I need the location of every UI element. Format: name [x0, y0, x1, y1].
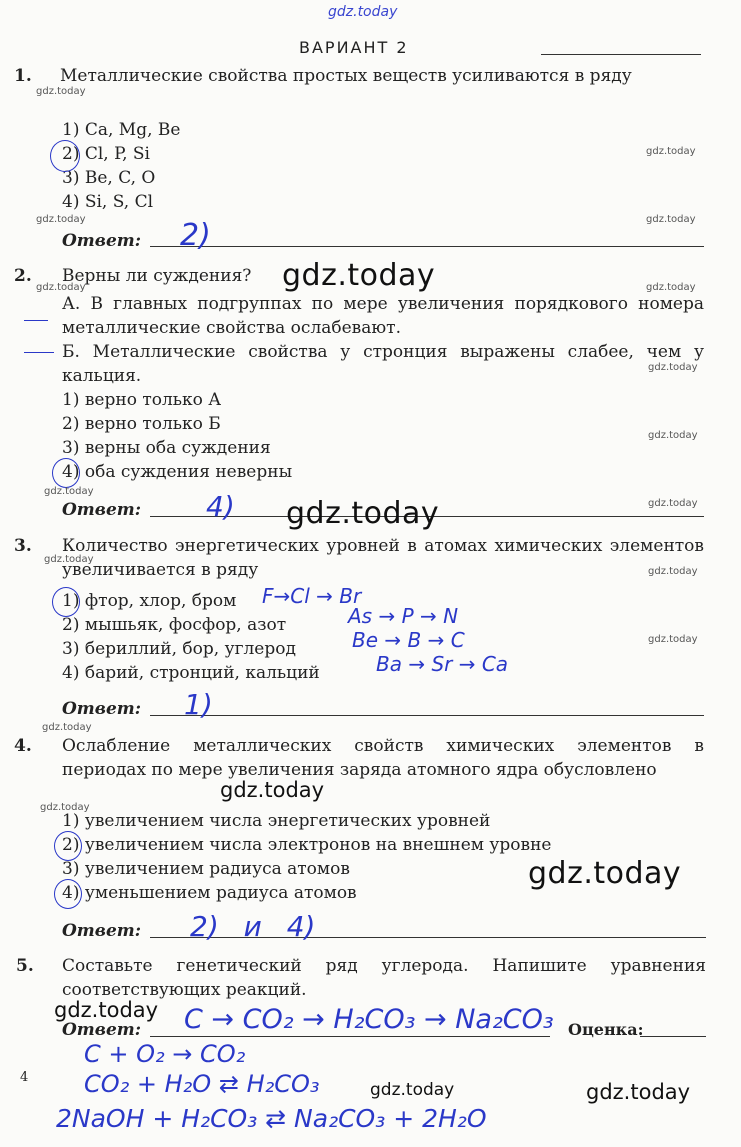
watermark: gdz.today — [36, 86, 86, 97]
q1-text: Металлические свойства простых веществ усиливаются в ряду — [60, 66, 632, 86]
q4-option-1: 1) увеличением числа энергетических уровней — [62, 811, 491, 831]
selection-circle-icon — [54, 831, 82, 861]
q5-number: 5. — [16, 956, 34, 976]
q2-statement-b: Б. Металлические свойства у стронция выражены слабее, чем у кальция. — [62, 342, 704, 386]
q3-option-2: 2) мышьяк, фосфор, азот — [62, 615, 287, 635]
q5-equation-2: CO₂ + H₂O ⇄ H₂CO₃ — [84, 1070, 320, 1098]
q2-statement-a: А. В главных подгруппах по мере увеличения порядкового номера металлические свойства ослабевают. — [62, 294, 704, 338]
q1-option-4: 4) Si, S, Cl — [62, 192, 154, 212]
handwritten-dash-icon — [24, 352, 54, 353]
q3-option-1: 1) фтор, хлор, бром — [62, 591, 237, 611]
selection-circle-icon — [54, 879, 82, 909]
q4-text: Ослабление металлических свойств химических элементов в периодах по мере увеличения заряда атомного ядра обусловлено — [62, 736, 704, 780]
watermark-medium: gdz.today — [54, 998, 159, 1022]
q1-option-2: 2) Cl, P, Si — [62, 144, 150, 164]
watermark: gdz.today — [36, 282, 86, 293]
watermark: gdz.today — [648, 362, 698, 373]
watermark: gdz.today — [36, 214, 86, 225]
q5-equation-1: C + O₂ → CO₂ — [84, 1040, 246, 1068]
selection-circle-icon — [50, 140, 80, 172]
score-line — [640, 1036, 706, 1037]
q3-option-3: 3) бериллий, бор, углерод — [62, 639, 296, 659]
watermark: gdz.today — [646, 146, 696, 157]
page-number: 4 — [20, 1070, 29, 1085]
q4-answer-label: Ответ: — [62, 921, 142, 941]
watermark: gdz.today — [648, 430, 698, 441]
watermark: gdz.today — [44, 554, 94, 565]
watermark-medium: gdz.today — [370, 1080, 455, 1100]
selection-circle-icon — [52, 587, 80, 617]
q4-option-2: 2) увеличением числа электронов на внешнем уровне — [62, 835, 552, 855]
watermark-medium: gdz.today — [220, 778, 325, 802]
q4-handwritten-answer: 2) и 4) — [190, 910, 316, 943]
q3-handwritten-answer: 1) — [184, 688, 213, 721]
watermark: gdz.today — [40, 802, 90, 813]
q5-answer-label: Ответ: — [62, 1020, 142, 1040]
q3-text: Количество энергетических уровней в атомах химических элементов увеличивается в ряду — [62, 536, 704, 580]
q3-note-2: As → P → N — [348, 604, 459, 628]
q5-answer-line — [150, 1036, 550, 1037]
q2-answer-label: Ответ: — [62, 500, 142, 520]
q3-note-1: F→Cl → Br — [262, 584, 362, 608]
watermark-medium: gdz.today — [586, 1080, 691, 1104]
q2-text: Верны ли суждения? — [62, 266, 252, 286]
selection-circle-icon — [52, 458, 80, 488]
score-label: Оценка: — [568, 1020, 644, 1039]
q5-handwritten-answer: C → CO₂ → H₂CO₃ → Na₂CO₃ — [184, 1004, 554, 1035]
q5-equation-3: 2NaOH + H₂CO₃ ⇄ Na₂CO₃ + 2H₂O — [56, 1104, 487, 1133]
watermark: gdz.today — [42, 722, 92, 733]
q1-option-3: 3) Be, C, O — [62, 168, 156, 188]
watermark: gdz.today — [648, 634, 698, 645]
q4-number: 4. — [14, 736, 32, 756]
q3-option-4: 4) барий, стронций, кальций — [62, 663, 320, 683]
q1-handwritten-answer: 2) — [180, 218, 211, 253]
q3-answer-label: Ответ: — [62, 699, 142, 719]
q4-option-3: 3) увеличением радиуса атомов — [62, 859, 350, 879]
q3-note-4: Ba → Sr → Ca — [376, 652, 509, 676]
q2-option-4: 4) оба суждения неверны — [62, 462, 293, 482]
q2-option-3: 3) верны оба суждения — [62, 438, 271, 458]
q3-number: 3. — [14, 536, 32, 556]
watermark: gdz.today — [646, 282, 696, 293]
q1-answer-label: Ответ: — [62, 231, 142, 251]
watermark-large: gdz.today — [286, 496, 440, 531]
watermark: gdz.today — [648, 566, 698, 577]
q1-option-1: 1) Ca, Mg, Be — [62, 120, 181, 140]
q3-note-3: Be → B → C — [352, 628, 465, 652]
q2-number: 2. — [14, 266, 32, 286]
name-line — [541, 54, 701, 55]
q5-text: Составьте генетический ряд углерода. Напишите уравнения соответствующих реакций. — [62, 956, 706, 1000]
q1-number: 1. — [14, 66, 32, 86]
watermark: gdz.today — [646, 214, 696, 225]
q2-option-2: 2) верно только Б — [62, 414, 221, 434]
handwritten-dash-icon — [24, 320, 48, 321]
watermark: gdz.today — [648, 498, 698, 509]
q3-answer-line — [150, 715, 704, 716]
watermark-large: gdz.today — [528, 856, 682, 891]
q2-handwritten-answer: 4) — [206, 490, 235, 523]
q4-option-4: 4) уменьшением радиуса атомов — [62, 883, 357, 903]
watermark-top: gdz.today — [328, 4, 398, 20]
q1-answer-line — [150, 246, 704, 247]
watermark-large: gdz.today — [282, 258, 436, 293]
variant-title: ВАРИАНТ 2 — [299, 38, 409, 57]
watermark: gdz.today — [44, 486, 94, 497]
q2-option-1: 1) верно только А — [62, 390, 222, 410]
